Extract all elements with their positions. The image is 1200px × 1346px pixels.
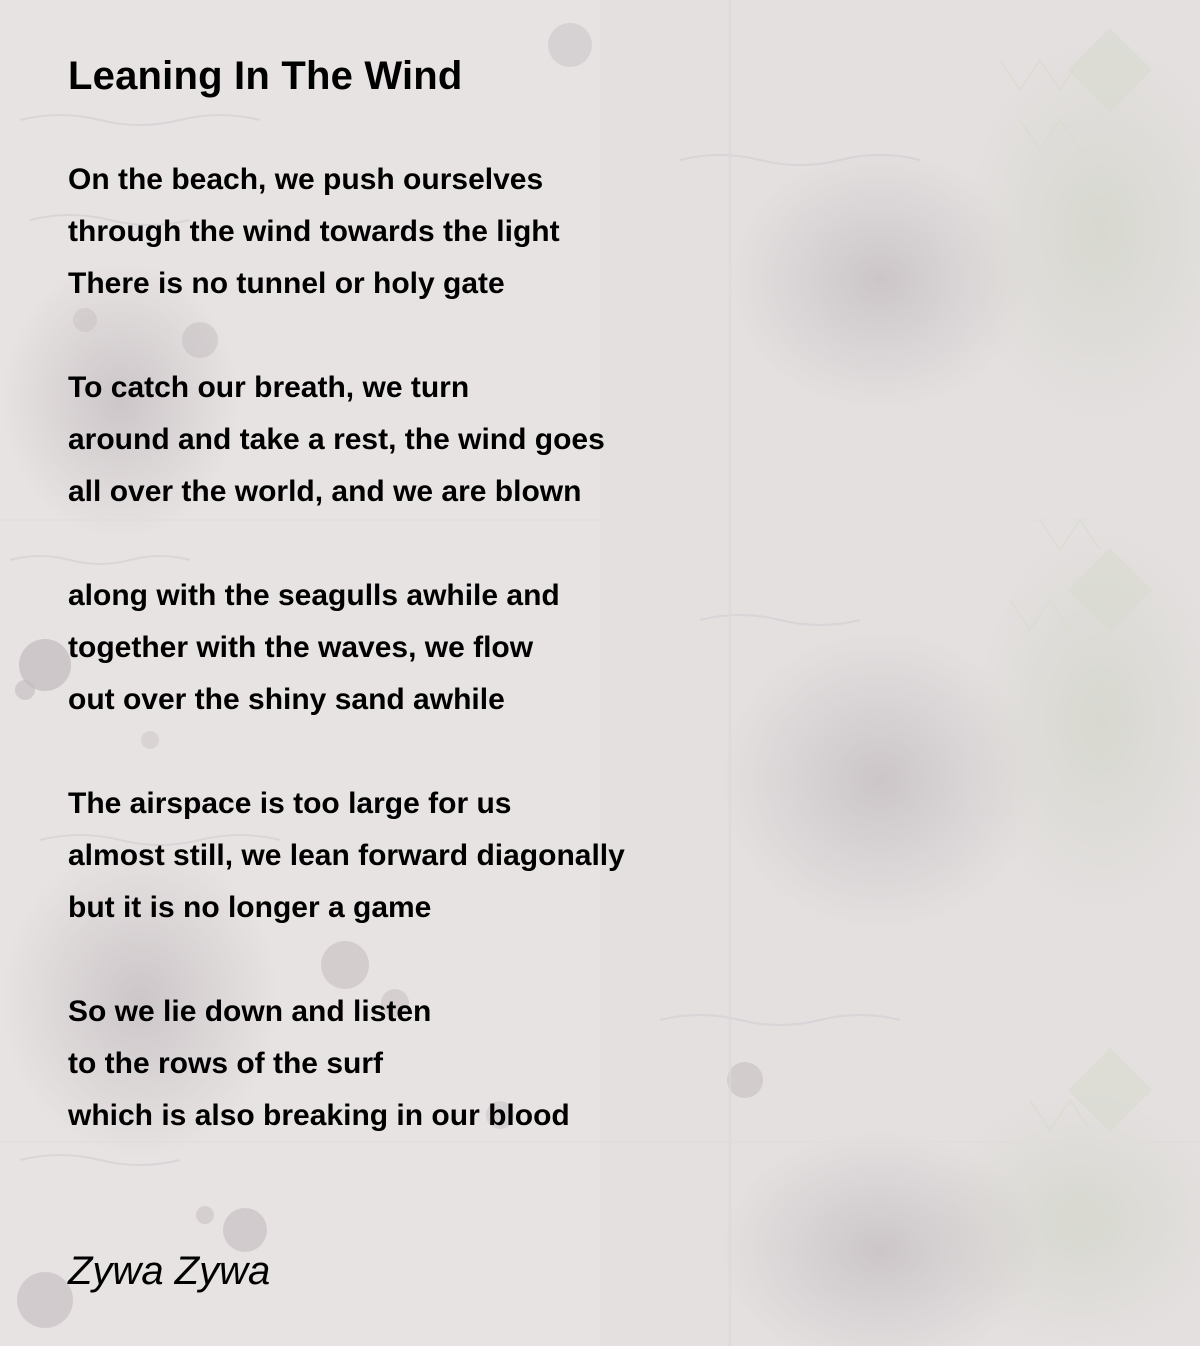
poem-line: The airspace is too large for us	[68, 787, 512, 820]
poem-line: around and take a rest, the wind goes	[68, 423, 605, 456]
poem-line: together with the waves, we flow	[68, 631, 534, 664]
stanza	[68, 362, 1128, 518]
poem-line: So we lie down and listen	[68, 995, 432, 1028]
poem-line: On the beach, we push ourselves	[68, 163, 544, 196]
poem-line: but it is no longer a game	[68, 891, 432, 924]
poem-title: Leaning In The Wind	[68, 54, 463, 98]
poem-line: almost still, we lean forward diagonally	[68, 839, 625, 872]
poem-line: along with the seagulls awhile and	[68, 579, 560, 612]
stanza	[68, 778, 1128, 934]
stanza	[68, 154, 1128, 310]
poem-author: Zywa Zywa	[68, 1249, 271, 1293]
poem-line: To catch our breath, we turn	[68, 371, 470, 404]
poem-container	[68, 50, 1128, 1194]
poem-line: There is no tunnel or holy gate	[68, 267, 505, 300]
stanza	[68, 986, 1128, 1142]
poem-line: all over the world, and we are blown	[68, 475, 582, 508]
stanza	[68, 570, 1128, 726]
poem-line: to the rows of the surf	[68, 1047, 383, 1080]
poem-line: out over the shiny sand awhile	[68, 683, 505, 716]
poem-line: through the wind towards the light	[68, 215, 560, 248]
poem-line: which is also breaking in our blood	[68, 1099, 570, 1132]
poem-body	[68, 154, 1128, 1142]
